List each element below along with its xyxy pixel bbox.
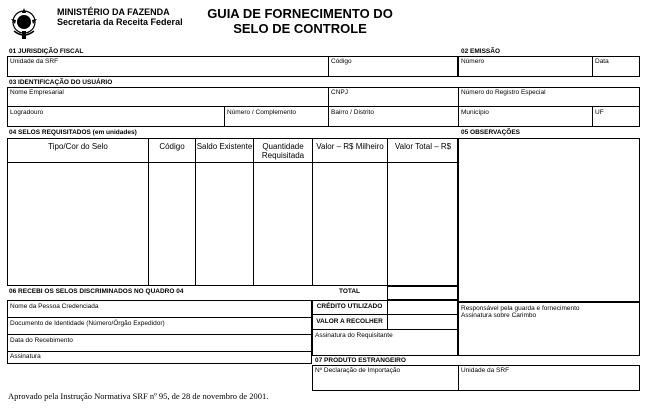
secretariat-name: Secretaria da Receita Federal	[57, 17, 183, 27]
registro-especial-field[interactable]: Número do Registro Especial	[461, 89, 546, 96]
brazil-coat-of-arms-icon	[9, 7, 39, 41]
ministry-name: MINISTÉRIO DA FAZENDA	[57, 7, 170, 17]
data-emissao-field[interactable]: Data	[595, 58, 609, 65]
col-quantidade: Quantidade Requisitada	[261, 142, 305, 160]
section-02-title: 02 EMISSÃO	[461, 48, 501, 55]
nome-pessoa-field[interactable]: Nome da Pessoa Credenciada	[10, 303, 99, 310]
section-07-title: 07 PRODUTO ESTRANGEIRO	[315, 357, 406, 364]
credito-utilizado-label: CRÉDITO UTILIZADO	[316, 303, 383, 310]
cnpj-field[interactable]: CNPJ	[331, 89, 348, 96]
documento-identidade-field[interactable]: Documento de Identidade (Número/Órgão Expedidor)	[10, 320, 165, 327]
numero-complemento-field[interactable]: Número / Complemento	[227, 109, 296, 116]
section-01-box	[7, 56, 458, 77]
section-02-box	[458, 56, 640, 77]
codigo-field[interactable]: Código	[331, 58, 352, 65]
approval-note: Aprovado pela Instrução Normativa SRF nº 95, de 28 de novembro de 2001.	[8, 391, 269, 401]
section-06-title: 06 RECEBI OS SELOS DISCRIMINADOS NO QUADRO 04	[9, 288, 184, 295]
section-05-title: 05 OBSERVAÇÕES	[461, 129, 521, 136]
col-valor-total: Valor Total – R$	[394, 142, 452, 151]
unidade-srf-field[interactable]: Unidade da SRF	[10, 58, 59, 65]
total-label: TOTAL	[338, 288, 361, 295]
form-title-line2: SELO DE CONTROLE	[233, 21, 367, 36]
logradouro-field[interactable]: Logradouro	[10, 109, 44, 116]
declaracao-importacao-field[interactable]: Nº Declaração de Importação	[315, 367, 401, 374]
section-04-table	[7, 138, 458, 286]
bairro-field[interactable]: Bairro / Distrito	[331, 109, 374, 116]
col-tipo-cor: Tipo/Cor do Selo	[48, 142, 108, 151]
nome-empresarial-field[interactable]: Nome Empresarial	[10, 89, 64, 96]
section-05-observacoes-box[interactable]	[458, 138, 640, 302]
col-saldo-existente: Saldo Existente	[196, 142, 253, 151]
responsavel-label[interactable]: Responsável pela guarda e fornecimento	[461, 305, 580, 312]
section-03-title: 03 IDENTIFICAÇÃO DO USUÁRIO	[9, 79, 113, 86]
total-value-cell[interactable]	[387, 286, 458, 300]
uf-field[interactable]: UF	[595, 109, 604, 116]
unidade-srf-07-field[interactable]: Unidade da SRF	[461, 367, 510, 374]
section-01-title: 01 JURISDIÇÃO FISCAL	[9, 48, 84, 55]
form-title-line1: GUIA DE FORNECIMENTO DO	[207, 6, 393, 21]
assinatura-carimbo-label: Assinatura sobre Carimbo	[461, 312, 537, 319]
assinatura-requisitante-field[interactable]: Assinatura do Requisitante	[315, 332, 393, 339]
valor-recolher-label: VALOR A RECOLHER	[316, 318, 383, 325]
data-recebimento-field[interactable]: Data do Recebimento	[10, 337, 73, 344]
assinatura-field[interactable]: Assinatura	[10, 353, 41, 360]
municipio-field[interactable]: Município	[461, 109, 489, 116]
section-04-title: 04 SELOS REQUISITADOS (em unidades)	[9, 129, 137, 136]
numero-emissao-field[interactable]: Número	[461, 58, 485, 65]
col-codigo: Código	[159, 142, 185, 151]
col-valor-milheiro: Valor – R$ Milheiro	[316, 142, 384, 151]
